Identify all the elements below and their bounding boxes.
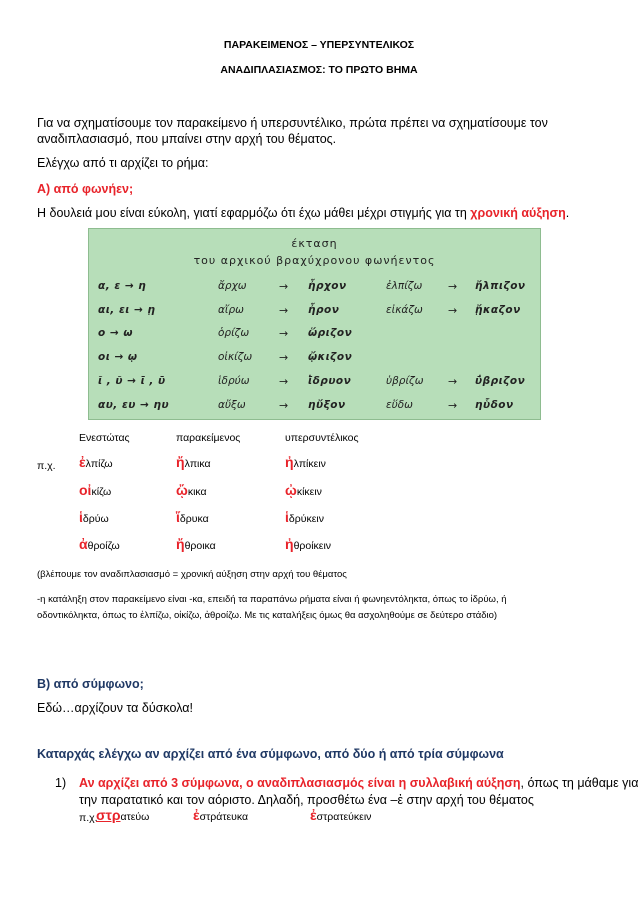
conj-word-prefix: ἵ	[176, 509, 180, 525]
conj-eg-label: π.χ.	[37, 460, 56, 472]
table-verb: ἄρχω	[218, 280, 247, 292]
table-rule: οι → ῳ	[98, 351, 138, 363]
conj-word	[176, 482, 207, 500]
table-header-line1: έκταση	[291, 237, 338, 250]
intro-line1: Για να σχηματίσουμε τον παρακείμενο ή υπερσυντέλικο, πρώτα πρέπει να σχηματίσουμε τον	[37, 116, 548, 130]
table-header-line2: του αρχικού βραχύχρονου φωνήεντος	[193, 254, 436, 267]
conj-word-prefix: ἤ	[176, 536, 185, 552]
conj-word-rest: κίκειν	[296, 486, 322, 498]
table-augmented-verb: ῑ̔δρυον	[308, 375, 352, 387]
table-rule: ῐ , ῠ → ῑ , ῡ	[98, 375, 166, 387]
conj-word	[79, 454, 113, 472]
table-verb: εὕδω	[386, 399, 413, 411]
section-a-text-after: .	[565, 206, 570, 220]
table-verb: εἰκάζω	[386, 304, 423, 316]
item1-word2-prefix: ἐ	[193, 807, 200, 823]
conj-word	[176, 454, 211, 472]
section-a-text	[37, 205, 569, 221]
table-arrow: →	[448, 375, 458, 388]
table-augmented-verb: ἤλπιζον	[475, 280, 526, 292]
conj-word-prefix: ἠ	[285, 454, 294, 470]
conj-word	[285, 536, 331, 554]
table-augmented-verb: ἦρον	[308, 304, 340, 316]
table-rule: α, ε → η	[98, 280, 147, 292]
item1-word3-prefix: ἐ	[310, 807, 317, 823]
item1-line2: την παρατατικό και τον αόριστο. Δηλαδή, προσθέτω ένα –ἐ στην αρχή του θέματος	[79, 793, 534, 807]
item1-example	[79, 812, 98, 824]
conj-word-rest: δρυκα	[179, 513, 209, 525]
table-verb: οἰκίζω	[218, 351, 253, 363]
table-augmented-verb: ῡ̔βριζον	[475, 375, 526, 387]
item1-line1	[79, 775, 638, 791]
table-arrow: →	[279, 304, 289, 317]
note-2a: -η κατάληξη στον παρακείμενο είναι -κα, επειδή τα παραπάνω ρήματα είναι ή φωνηεντόληκτα, όπως το ἱδρύω, ή	[37, 594, 507, 605]
table-augmented-verb: ηὔξον	[308, 399, 346, 411]
conj-word-rest: δρύω	[82, 513, 109, 525]
table-verb: αἴρω	[218, 304, 244, 316]
table-arrow: →	[448, 399, 458, 412]
item1-word1	[96, 807, 149, 825]
table-arrow: →	[448, 280, 458, 293]
conj-word	[285, 509, 324, 527]
section-a-highlight: χρονική αύξηση	[470, 206, 566, 220]
conj-word	[79, 482, 111, 500]
augment-table	[88, 228, 541, 420]
conj-header-pluperfect: υπερσυντέλικος	[285, 432, 359, 444]
conj-word	[176, 536, 216, 554]
table-verb: ἱδρύω	[218, 375, 250, 387]
section-b-heading: Β) από σύμφωνο;	[37, 677, 144, 691]
conj-word-rest: θροίκειν	[293, 540, 332, 552]
intro-line3: Ελέγχω από τι αρχίζει το ρήμα:	[37, 156, 209, 170]
conj-header-perfect: παρακείμενος	[176, 432, 241, 444]
section-b-text: Εδώ…αρχίζουν τα δύσκολα!	[37, 701, 193, 715]
item1-word3-rest: στρατεύκειν	[316, 811, 372, 823]
conj-word	[176, 509, 209, 527]
table-augmented-verb: ηὗδον	[475, 399, 514, 411]
page-title-line1: ΠΑΡΑΚΕΙΜΕΝΟΣ – ΥΠΕΡΣΥΝΤΕΛΙΚΟΣ	[223, 39, 415, 51]
conj-word-rest: λπίζω	[85, 458, 113, 470]
conj-word-prefix: ἐ	[79, 454, 86, 470]
item1-after: , όπως τη μάθαμε για	[520, 776, 638, 790]
table-verb: ὑβρίζω	[386, 375, 424, 387]
conj-word-prefix: ᾠ	[285, 482, 297, 498]
item1-word2-rest: στράτευκα	[199, 811, 249, 823]
item1-eg-label: π.χ.	[79, 812, 98, 824]
conj-word-rest: θροικα	[184, 540, 216, 552]
table-augmented-verb: ὥριζον	[308, 327, 353, 339]
table-rule: ο → ω	[98, 327, 133, 339]
conj-word-rest: λπικα	[184, 458, 211, 470]
table-arrow: →	[279, 280, 289, 293]
item1-word3	[310, 807, 371, 825]
intro-line2: αναδιπλασιασμό, που μπαίνει στην αρχή του θέματος.	[37, 132, 337, 146]
table-augmented-verb: ἦρχον	[308, 280, 347, 292]
conj-word-prefix: ἀ	[79, 536, 88, 552]
section-a-heading: Α) από φωνήεν;	[37, 182, 134, 196]
check-heading: Καταρχάς ελέγχω αν αρχίζει από ένα σύμφωνο, από δύο ή από τρία σύμφωνα	[37, 747, 504, 761]
conj-word	[79, 509, 109, 527]
conj-word	[285, 482, 322, 500]
conj-word-rest: κίζω	[91, 486, 112, 498]
conj-word-prefix: ἠ	[285, 536, 294, 552]
item1-word1-rest: ατεύω	[120, 811, 150, 823]
table-verb: αὔξω	[218, 399, 246, 411]
item1-word2	[193, 807, 248, 825]
table-rule: αι, ει → ῃ	[98, 304, 156, 316]
conj-word-prefix: ἱ	[79, 509, 83, 525]
conj-word	[79, 536, 120, 554]
conj-word-prefix: ἱ	[285, 509, 289, 525]
note-1: (βλέπουμε τον αναδιπλασιασμό = χρονική αύξηση στην αρχή του θέματος	[37, 569, 347, 580]
note-2b: οδοντικόληκτα, όπως το ἐλπίζω, οἰκίζω, ἀθροίζω. Με τις καταλήξεις όμως θα ασχοληθούμε σε δεύτερο στάδιο)	[37, 610, 498, 621]
table-augmented-verb: ᾤκιζον	[308, 351, 353, 363]
conj-word	[285, 454, 326, 472]
table-verb: ἐλπίζω	[386, 280, 423, 292]
table-verb: ὁρίζω	[218, 327, 250, 339]
table-arrow: →	[279, 375, 289, 388]
conj-header-present: Ενεστώτας	[79, 432, 130, 444]
table-arrow: →	[448, 304, 458, 317]
conj-word-rest: δρύκειν	[288, 513, 324, 525]
conj-word-prefix: ἤ	[176, 454, 185, 470]
conj-word-rest: κικα	[187, 486, 207, 498]
table-arrow: →	[279, 351, 289, 364]
section-a-text-before: Η δουλειά μου είναι εύκολη, γιατί εφαρμόζω ότι έχω μάθει μέχρι στιγμής για τη	[37, 206, 471, 220]
conj-word-rest: λπίκειν	[293, 458, 326, 470]
item1-number: 1)	[55, 776, 67, 790]
page-title-line2: ΑΝΑΔΙΠΛΑΣΙΑΣΜΟΣ: ΤΟ ΠΡΩΤΟ ΒΗΜΑ	[220, 64, 418, 76]
item1-red-text: Αν αρχίζει από 3 σύμφωνα, ο αναδιπλασιασμός είναι η συλλαβική αύξηση	[79, 776, 521, 790]
table-rule: αυ, ευ → ηυ	[98, 399, 170, 411]
table-arrow: →	[279, 327, 289, 340]
conj-word-prefix: ᾤ	[176, 482, 188, 498]
item1-word1-prefix: στρ	[96, 807, 121, 823]
conj-word-prefix: οἰ	[79, 482, 92, 498]
table-arrow: →	[279, 399, 289, 412]
conj-word-rest: θροίζω	[87, 540, 120, 552]
table-augmented-verb: ᾔκαζον	[475, 304, 521, 316]
